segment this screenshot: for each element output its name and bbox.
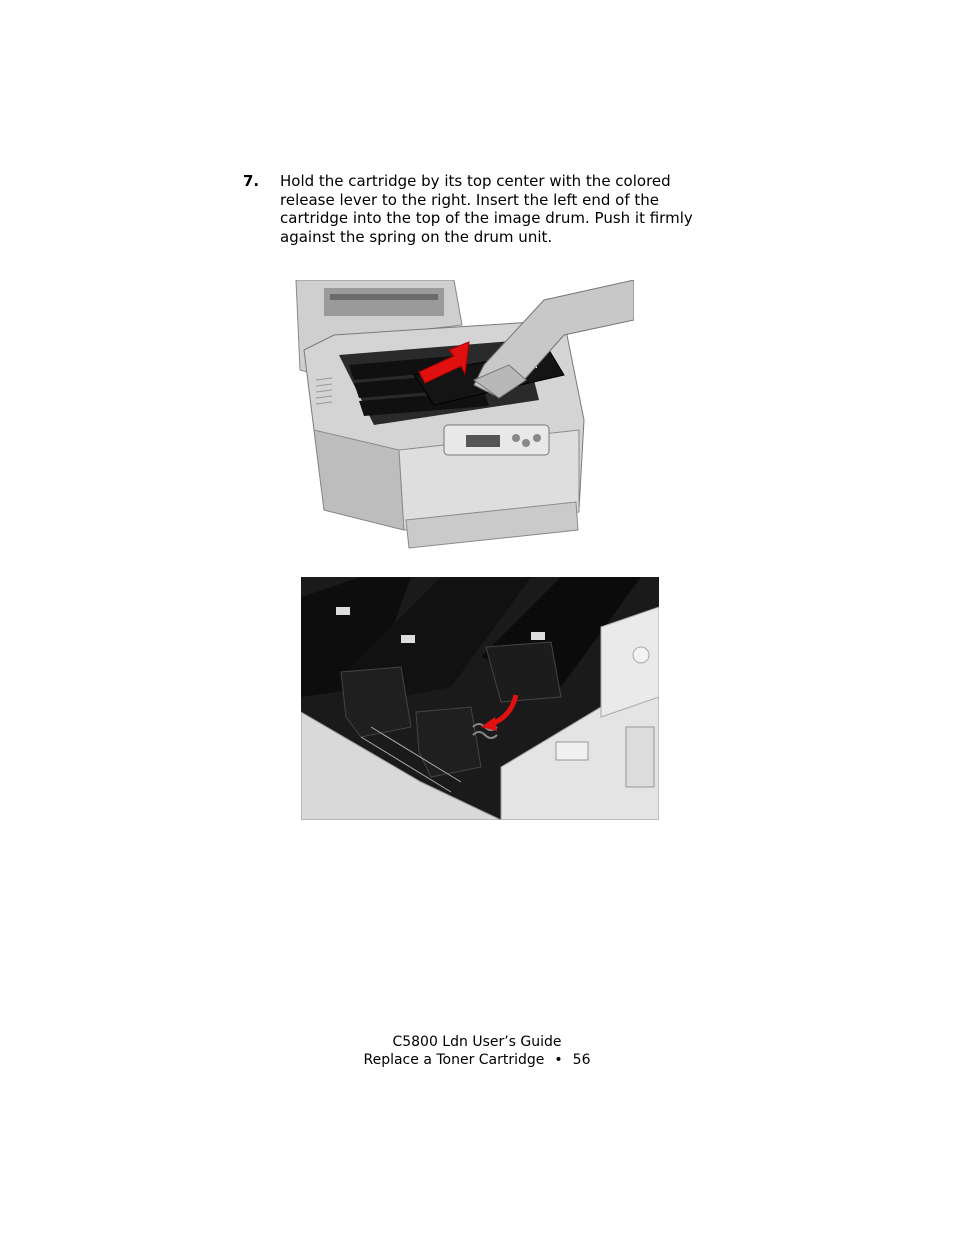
footer-guide-title: C5800 Ldn User’s Guide — [392, 1034, 562, 1050]
step-instruction-text: Hold the cartridge by its top center with the colored release lever to the right. Insert the left end of the cartridge into the top of the image drum. Push it firmly against the spring on the drum unit. — [280, 172, 693, 246]
photo-insert-cartridge — [294, 280, 634, 550]
footer-section: Replace a Toner Cartridge — [363, 1052, 545, 1068]
footer-separator: • — [554, 1052, 563, 1068]
page-number: 56 — [572, 1052, 591, 1068]
footer-section-line — [0, 1051, 954, 1069]
step-number: 7. — [243, 172, 260, 190]
photo-cartridge-closeup — [301, 577, 659, 820]
